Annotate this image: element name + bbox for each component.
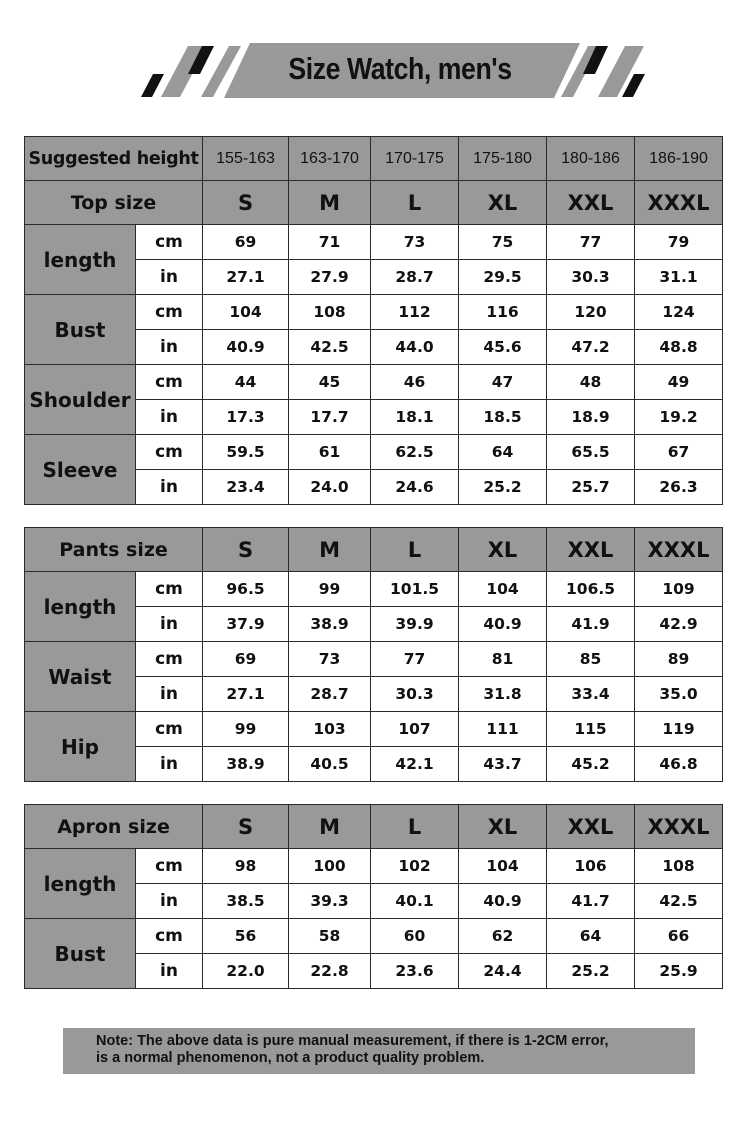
measurement-row <box>25 712 723 747</box>
height-range: 180-186 <box>547 137 635 181</box>
apron-size-label: Apron size <box>25 805 203 849</box>
value-cell: 62.5 <box>371 435 459 470</box>
measurement-row <box>25 435 723 470</box>
top-size-label: Top size <box>25 181 203 225</box>
page-title: Size Watch, men's <box>288 51 512 86</box>
unit-label: in <box>136 260 203 295</box>
value-cell: 42.1 <box>371 747 459 782</box>
value-cell: 67 <box>635 435 723 470</box>
measurement-row <box>25 365 723 400</box>
measurement-label: length <box>25 225 136 295</box>
title-banner <box>0 0 750 120</box>
value-cell: 25.9 <box>635 954 723 989</box>
value-cell: 98 <box>203 849 289 884</box>
right-slash-3 <box>598 46 644 97</box>
value-cell: 77 <box>547 225 635 260</box>
size-header: M <box>289 181 371 225</box>
value-cell: 25.2 <box>459 470 547 505</box>
value-cell: 40.9 <box>459 607 547 642</box>
value-cell: 31.1 <box>635 260 723 295</box>
measurement-label: Waist <box>25 642 136 712</box>
value-cell: 75 <box>459 225 547 260</box>
size-header: S <box>203 528 289 572</box>
unit-label: in <box>136 470 203 505</box>
value-cell: 18.9 <box>547 400 635 435</box>
value-cell: 42.5 <box>635 884 723 919</box>
value-cell: 45.2 <box>547 747 635 782</box>
apron-size-header-row <box>25 805 723 849</box>
value-cell: 40.5 <box>289 747 371 782</box>
value-cell: 120 <box>547 295 635 330</box>
unit-label: cm <box>136 572 203 607</box>
unit-label: cm <box>136 849 203 884</box>
value-cell: 115 <box>547 712 635 747</box>
height-range: 175-180 <box>459 137 547 181</box>
value-cell: 104 <box>459 849 547 884</box>
value-cell: 19.2 <box>635 400 723 435</box>
height-range: 186-190 <box>635 137 723 181</box>
value-cell: 66 <box>635 919 723 954</box>
size-header: L <box>371 805 459 849</box>
measurement-row <box>25 225 723 260</box>
value-cell: 28.7 <box>371 260 459 295</box>
value-cell: 58 <box>289 919 371 954</box>
value-cell: 22.8 <box>289 954 371 989</box>
value-cell: 101.5 <box>371 572 459 607</box>
height-range: 163-170 <box>289 137 371 181</box>
value-cell: 106 <box>547 849 635 884</box>
measurement-label: Bust <box>25 919 136 989</box>
height-range: 155-163 <box>203 137 289 181</box>
value-cell: 48 <box>547 365 635 400</box>
value-cell: 103 <box>289 712 371 747</box>
value-cell: 102 <box>371 849 459 884</box>
value-cell: 81 <box>459 642 547 677</box>
value-cell: 44 <box>203 365 289 400</box>
unit-label: cm <box>136 225 203 260</box>
measurement-row <box>25 642 723 677</box>
value-cell: 100 <box>289 849 371 884</box>
value-cell: 69 <box>203 225 289 260</box>
top-size-header-row <box>25 181 723 225</box>
unit-label: cm <box>136 295 203 330</box>
value-cell: 45 <box>289 365 371 400</box>
size-header: XL <box>459 528 547 572</box>
value-cell: 107 <box>371 712 459 747</box>
value-cell: 31.8 <box>459 677 547 712</box>
height-range: 170-175 <box>371 137 459 181</box>
value-cell: 89 <box>635 642 723 677</box>
value-cell: 106.5 <box>547 572 635 607</box>
value-cell: 104 <box>203 295 289 330</box>
value-cell: 26.3 <box>635 470 723 505</box>
value-cell: 24.4 <box>459 954 547 989</box>
top-size-table <box>24 136 723 505</box>
measurement-label: Shoulder <box>25 365 136 435</box>
value-cell: 112 <box>371 295 459 330</box>
size-header: XXXL <box>635 528 723 572</box>
value-cell: 48.8 <box>635 330 723 365</box>
value-cell: 99 <box>289 572 371 607</box>
measurement-label: Sleeve <box>25 435 136 505</box>
value-cell: 35.0 <box>635 677 723 712</box>
value-cell: 46.8 <box>635 747 723 782</box>
unit-label: in <box>136 400 203 435</box>
value-cell: 42.9 <box>635 607 723 642</box>
unit-label: cm <box>136 365 203 400</box>
size-header: XXL <box>547 181 635 225</box>
value-cell: 79 <box>635 225 723 260</box>
value-cell: 41.9 <box>547 607 635 642</box>
unit-label: cm <box>136 919 203 954</box>
left-slash-1 <box>141 74 164 97</box>
value-cell: 24.6 <box>371 470 459 505</box>
value-cell: 61 <box>289 435 371 470</box>
unit-label: in <box>136 884 203 919</box>
value-cell: 119 <box>635 712 723 747</box>
value-cell: 73 <box>289 642 371 677</box>
value-cell: 38.9 <box>289 607 371 642</box>
value-cell: 85 <box>547 642 635 677</box>
value-cell: 25.7 <box>547 470 635 505</box>
value-cell: 27.9 <box>289 260 371 295</box>
value-cell: 40.9 <box>203 330 289 365</box>
value-cell: 64 <box>547 919 635 954</box>
unit-label: in <box>136 677 203 712</box>
value-cell: 27.1 <box>203 677 289 712</box>
value-cell: 38.5 <box>203 884 289 919</box>
value-cell: 39.3 <box>289 884 371 919</box>
value-cell: 109 <box>635 572 723 607</box>
pants-size-header-row <box>25 528 723 572</box>
value-cell: 108 <box>289 295 371 330</box>
value-cell: 23.6 <box>371 954 459 989</box>
suggested-height-label: Suggested height <box>25 137 203 181</box>
size-header: M <box>289 528 371 572</box>
value-cell: 28.7 <box>289 677 371 712</box>
measurement-row <box>25 572 723 607</box>
value-cell: 17.7 <box>289 400 371 435</box>
size-header: XXL <box>547 805 635 849</box>
value-cell: 69 <box>203 642 289 677</box>
size-header: M <box>289 805 371 849</box>
value-cell: 41.7 <box>547 884 635 919</box>
measurement-label: length <box>25 572 136 642</box>
size-header: S <box>203 805 289 849</box>
size-header: S <box>203 181 289 225</box>
value-cell: 59.5 <box>203 435 289 470</box>
value-cell: 30.3 <box>547 260 635 295</box>
value-cell: 43.7 <box>459 747 547 782</box>
size-header: XXXL <box>635 805 723 849</box>
note-line-2: is a normal phenomenon, not a product quality problem. <box>96 1050 485 1066</box>
unit-label: cm <box>136 642 203 677</box>
value-cell: 73 <box>371 225 459 260</box>
measurement-row <box>25 919 723 954</box>
suggested-height-row <box>25 137 723 181</box>
measurement-label: Hip <box>25 712 136 782</box>
value-cell: 64 <box>459 435 547 470</box>
value-cell: 65.5 <box>547 435 635 470</box>
value-cell: 45.6 <box>459 330 547 365</box>
unit-label: cm <box>136 712 203 747</box>
unit-label: cm <box>136 435 203 470</box>
pants-size-label: Pants size <box>25 528 203 572</box>
value-cell: 96.5 <box>203 572 289 607</box>
value-cell: 60 <box>371 919 459 954</box>
value-cell: 30.3 <box>371 677 459 712</box>
value-cell: 24.0 <box>289 470 371 505</box>
value-cell: 33.4 <box>547 677 635 712</box>
value-cell: 71 <box>289 225 371 260</box>
apron-size-table <box>24 804 723 989</box>
value-cell: 77 <box>371 642 459 677</box>
value-cell: 111 <box>459 712 547 747</box>
note-line-1: Note: The above data is pure manual measurement, if there is 1-2CM error, <box>96 1033 609 1049</box>
value-cell: 44.0 <box>371 330 459 365</box>
size-header: XL <box>459 181 547 225</box>
value-cell: 116 <box>459 295 547 330</box>
value-cell: 47 <box>459 365 547 400</box>
value-cell: 40.1 <box>371 884 459 919</box>
value-cell: 25.2 <box>547 954 635 989</box>
value-cell: 124 <box>635 295 723 330</box>
value-cell: 18.5 <box>459 400 547 435</box>
size-header: L <box>371 528 459 572</box>
value-cell: 38.9 <box>203 747 289 782</box>
measurement-row <box>25 295 723 330</box>
value-cell: 18.1 <box>371 400 459 435</box>
value-cell: 42.5 <box>289 330 371 365</box>
measurement-row <box>25 849 723 884</box>
measurement-label: length <box>25 849 136 919</box>
value-cell: 108 <box>635 849 723 884</box>
measurement-note <box>63 1028 695 1074</box>
value-cell: 46 <box>371 365 459 400</box>
size-header: XXL <box>547 528 635 572</box>
value-cell: 47.2 <box>547 330 635 365</box>
value-cell: 104 <box>459 572 547 607</box>
value-cell: 39.9 <box>371 607 459 642</box>
value-cell: 40.9 <box>459 884 547 919</box>
unit-label: in <box>136 747 203 782</box>
value-cell: 56 <box>203 919 289 954</box>
value-cell: 17.3 <box>203 400 289 435</box>
unit-label: in <box>136 954 203 989</box>
value-cell: 62 <box>459 919 547 954</box>
pants-size-table <box>24 527 723 782</box>
size-header: L <box>371 181 459 225</box>
measurement-label: Bust <box>25 295 136 365</box>
value-cell: 99 <box>203 712 289 747</box>
value-cell: 49 <box>635 365 723 400</box>
size-header: XXXL <box>635 181 723 225</box>
value-cell: 23.4 <box>203 470 289 505</box>
value-cell: 22.0 <box>203 954 289 989</box>
value-cell: 29.5 <box>459 260 547 295</box>
value-cell: 37.9 <box>203 607 289 642</box>
size-header: XL <box>459 805 547 849</box>
unit-label: in <box>136 330 203 365</box>
value-cell: 27.1 <box>203 260 289 295</box>
unit-label: in <box>136 607 203 642</box>
